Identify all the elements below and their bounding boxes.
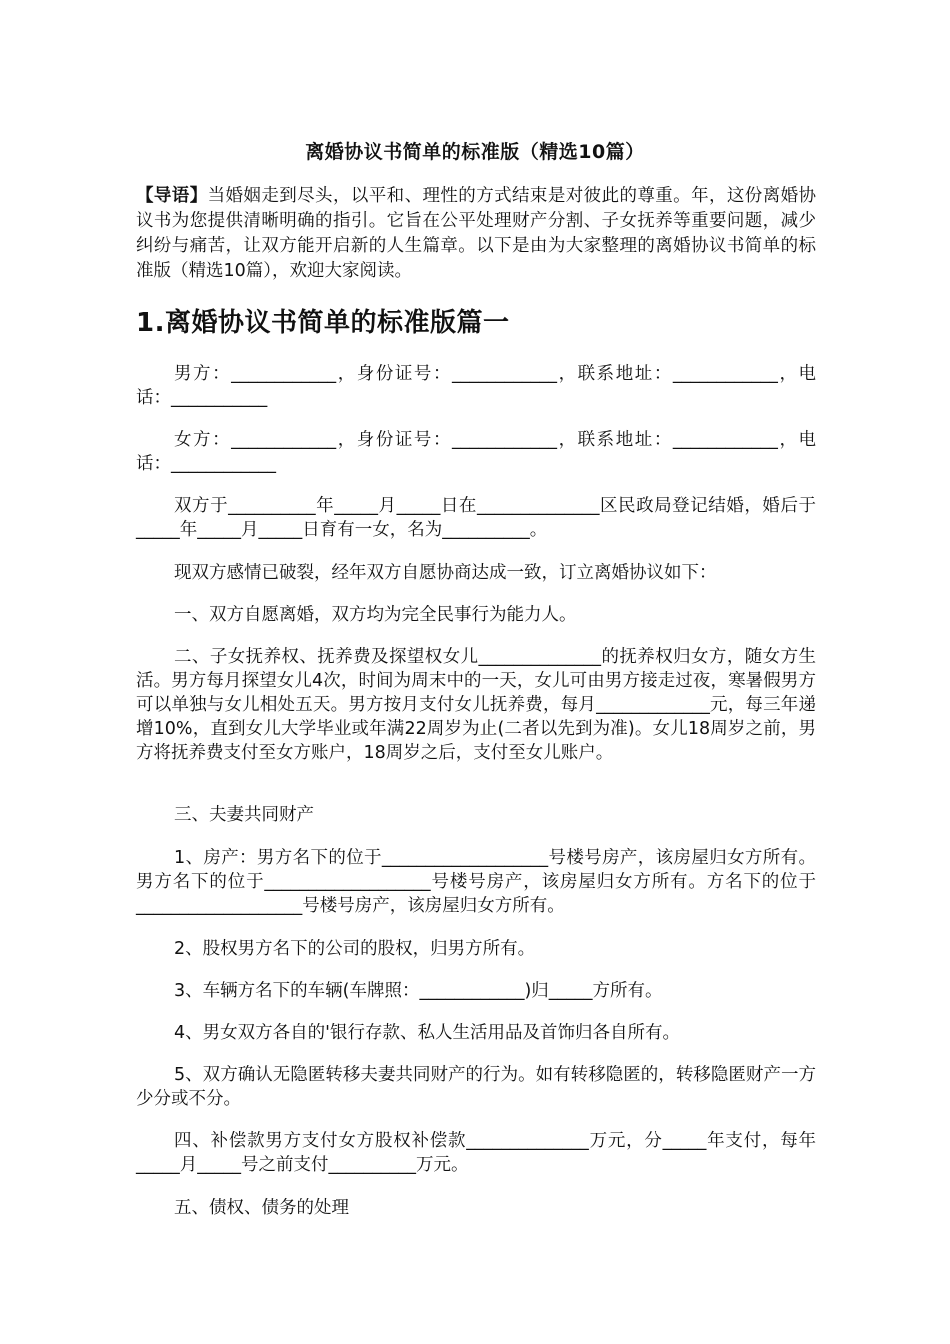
section-heading: 1.离婚协议书简单的标准版篇一 bbox=[136, 308, 510, 338]
agreement-intro-paragraph: 现双方感情已破裂，经年双方自愿协商达成一致，订立离婚协议如下： bbox=[174, 563, 717, 583]
clause-3-3-vehicle: 3、车辆方名下的车辆(车牌照：____________)归_____方所有。 bbox=[174, 981, 663, 1001]
clause-3-4-savings: 4、男女双方各自的'银行存款、私人生活用品及首饰归各自所有。 bbox=[174, 1023, 680, 1043]
intro-text: 当婚姻走到尽头，以平和、理性的方式结束是对彼此的尊重。年，这份离婚协议书为您提供清晰明确的指引。它旨在公平处理财产分割、子女抚养等重要问题，减少纠纷与痛苦，让双方能开启新的人生篇章。以下是由为大家整理的离婚协议书简单的标准版（精选10篇），欢迎大家阅读。 bbox=[136, 186, 817, 281]
clause-3-1-property: 1、房产：男方名下的位于___________________号楼号房产，该房屋归女方所有。男方名下的位于___________________号楼号房产，该房屋归女方所有。方名下的位于___________________号楼号房产，该房屋归女方所有。 bbox=[136, 848, 816, 916]
clause-3-2-equity: 2、股权男方名下的公司的股权，归男方所有。 bbox=[174, 939, 536, 959]
female-party-line: 女方：____________，身份证号：____________，联系地址：____________，电话：____________ bbox=[136, 430, 816, 474]
intro-paragraph bbox=[136, 184, 816, 284]
clause-3-heading: 三、夫妻共同财产 bbox=[174, 805, 314, 825]
document-title: 离婚协议书简单的标准版（精选10篇） bbox=[305, 141, 645, 163]
clause-2-custody: 二、子女抚养权、抚养费及探望权女儿______________的抚养权归女方，随女方生活。男方每月探望女儿4次，时间为周末中的一天，女儿可由男方接走过夜，寒暑假男方可以单独与女儿相处五天。男方按月支付女儿抚养费，每月_____________元，每三年递增10%，直到女儿大学毕业或年满22周岁为止(二者以先到为准)。女儿18周岁之前，男方将抚养费支付至女方账户，18周岁之后，支付至女儿账户。 bbox=[136, 647, 816, 763]
clause-5-debts: 五、债权、债务的处理 bbox=[174, 1198, 349, 1218]
clause-3-5-concealment: 5、双方确认无隐匿转移夫妻共同财产的行为。如有转移隐匿的，转移隐匿财产一方少分或不分。 bbox=[136, 1065, 816, 1109]
clause-4-compensation: 四、补偿款男方支付女方股权补偿款______________万元，分_____年支付，每年_____月_____号之前支付__________万元。 bbox=[136, 1131, 816, 1175]
male-party-line: 男方：____________，身份证号：____________，联系地址：____________，电话：___________ bbox=[136, 364, 816, 408]
intro-lead: 【导语】 bbox=[136, 186, 208, 206]
clause-1: 一、双方自愿离婚，双方均为完全民事行为能力人。 bbox=[174, 605, 577, 625]
marriage-registration-paragraph: 双方于__________年_____月_____日在______________区民政局登记结婚，婚后于_____年_____月_____日育有一女，名为__________。 bbox=[136, 496, 816, 540]
